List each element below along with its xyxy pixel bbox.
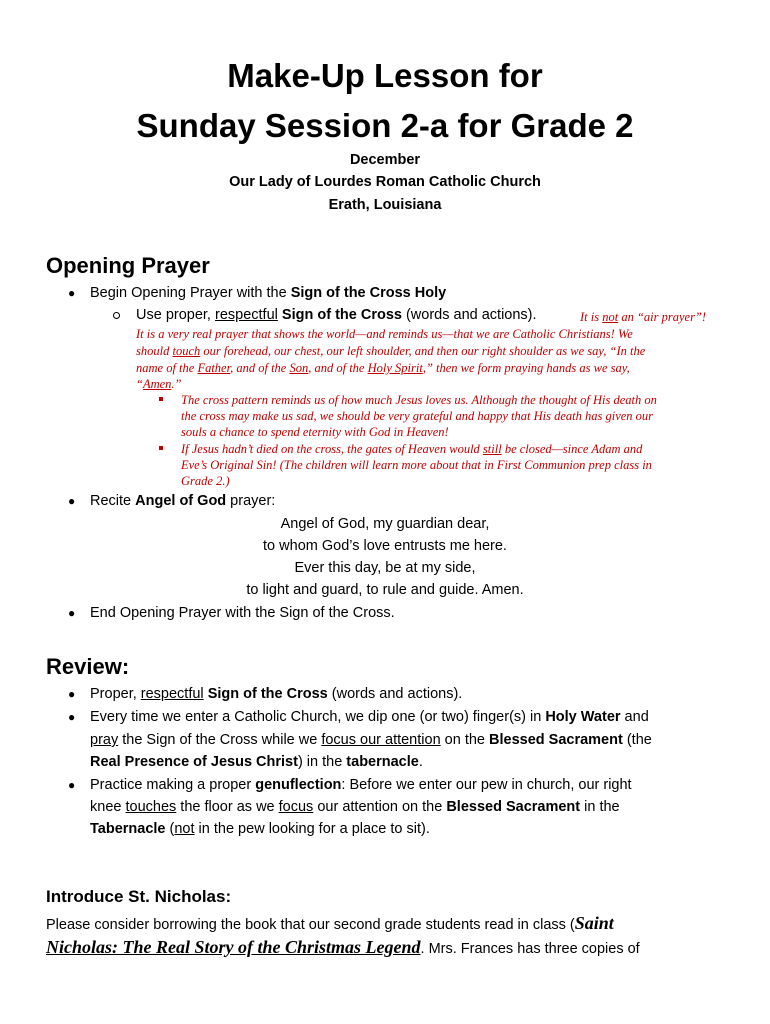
prayer-line-4: to light and guard, to rule and guide. Amen.	[246, 582, 524, 598]
church-location: Erath, Louisiana	[328, 197, 442, 213]
red-note-line-3: should touch our forehead, our chest, our left shoulder, and then our right shoulder as we say, “In the	[136, 344, 646, 358]
document-title-line-1: Make-Up Lesson for	[227, 57, 543, 94]
bullet-icon: ●	[68, 687, 76, 701]
document-title-line-2: Sunday Session 2-a for Grade 2	[136, 107, 634, 144]
review-bullet-3-line-2: knee touches the floor as we focus our attention on the Blessed Sacrament in the	[90, 799, 620, 815]
cross-pattern-note-line-1: The cross pattern reminds us of how much Jesus loves us. Although the thought of His death on	[181, 393, 657, 407]
review-heading: Review:	[46, 654, 130, 679]
review-bullet-2-line-1: Every time we enter a Catholic Church, we dip one (or two) finger(s) in Holy Water and	[90, 709, 649, 725]
red-note-air-prayer: It is not an “air prayer”!	[580, 310, 707, 324]
st-nicholas-paragraph-line-1: Please consider borrowing the book that our second grade students read in class (Saint	[46, 913, 614, 933]
bullet-icon: ●	[68, 494, 76, 508]
sub-bullet-ring-icon	[113, 312, 120, 319]
bullet-icon: ●	[68, 286, 76, 300]
gates-of-heaven-note-line-1: If Jesus hadn’t died on the cross, the gates of Heaven would still be closed—since Adam and	[181, 442, 643, 456]
prayer-line-2: to whom God’s love entrusts me here.	[263, 538, 507, 554]
book-title: Nicholas: The Real Story of the Christmas Legend	[46, 937, 421, 957]
opening-bullet-2: Recite Angel of God prayer:	[90, 493, 276, 509]
month-label: December	[349, 152, 421, 168]
square-bullet-icon	[159, 397, 163, 401]
opening-bullet-3: End Opening Prayer with the Sign of the Cross.	[90, 605, 395, 621]
church-name: Our Lady of Lourdes Roman Catholic Church	[229, 174, 541, 190]
red-note-line-2: It is a very real prayer that shows the world—and reminds us—that we are Catholic Christians! We	[136, 327, 633, 341]
square-bullet-icon	[159, 446, 163, 450]
prayer-line-3: Ever this day, be at my side,	[294, 560, 476, 576]
gates-of-heaven-note-line-2: Eve’s Original Sin! (The children will learn more about that in First Communion prep class in	[181, 458, 652, 472]
bullet-icon: ●	[68, 606, 76, 620]
cross-pattern-note-line-2: the cross may make us sad, we should be very grateful and happy that His death has given our	[181, 409, 654, 423]
cross-pattern-note-line-3: souls a chance to spend eternity with God in Heaven!	[181, 425, 449, 439]
red-note-line-4: name of the Father, and of the Son, and of the Holy Spirit,” then we form praying hands as we say,	[136, 361, 630, 375]
gates-of-heaven-note-line-3: Grade 2.)	[181, 474, 230, 488]
bullet-icon: ●	[68, 778, 76, 792]
review-bullet-1: Proper, respectful Sign of the Cross (words and actions).	[90, 686, 463, 702]
review-bullet-2-line-3: Real Presence of Jesus Christ) in the tabernacle.	[90, 754, 423, 770]
review-bullet-3-line-1: Practice making a proper genuflection: Before we enter our pew in church, our right	[90, 777, 632, 793]
review-bullet-3-line-3: Tabernacle (not in the pew looking for a place to sit).	[90, 821, 430, 837]
st-nicholas-heading: Introduce St. Nicholas:	[46, 887, 232, 906]
review-bullet-2-line-2: pray the Sign of the Cross while we focus our attention on the Blessed Sacrament (the	[90, 732, 652, 748]
red-note-line-5: “Amen.”	[136, 377, 182, 391]
opening-sub-bullet: Use proper, respectful Sign of the Cross (words and actions).	[136, 307, 537, 323]
opening-prayer-heading: Opening Prayer	[46, 253, 210, 278]
prayer-line-1: Angel of God, my guardian dear,	[280, 516, 490, 532]
opening-bullet-1: Begin Opening Prayer with the Sign of the Cross Holy	[90, 285, 447, 301]
st-nicholas-paragraph-line-2: Nicholas: The Real Story of the Christmas Legend. Mrs. Frances has three copies of	[46, 937, 640, 957]
bullet-icon: ●	[68, 710, 76, 724]
